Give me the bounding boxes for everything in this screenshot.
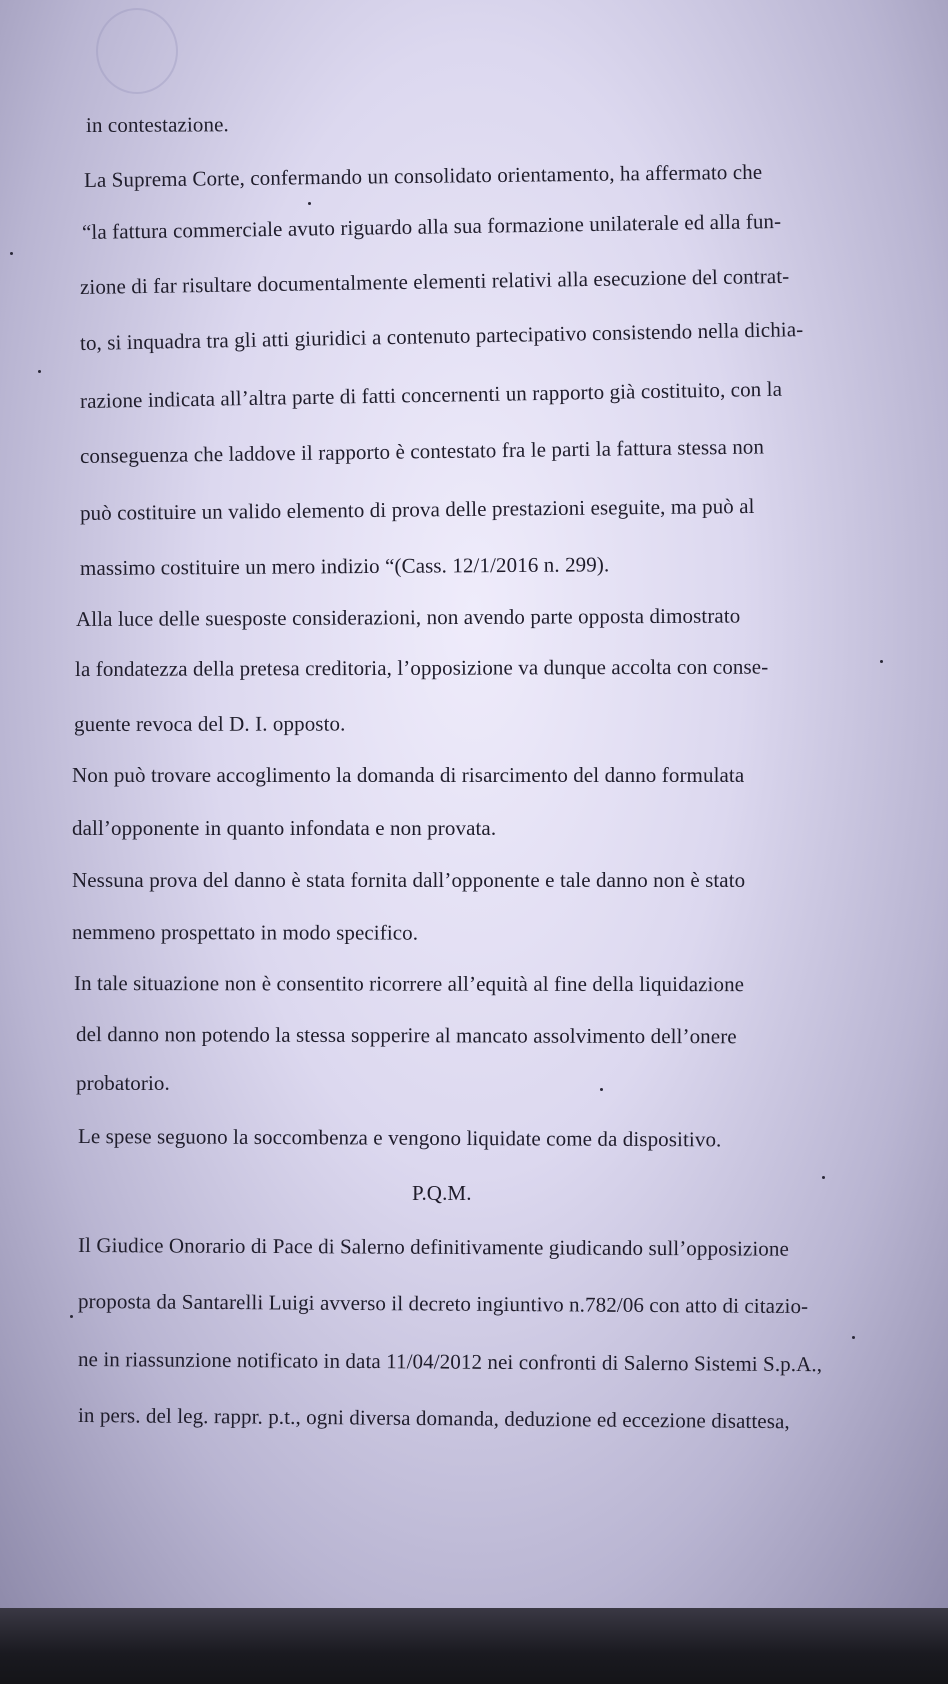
text-line: La Suprema Corte, confermando un consolidato orientamento, ha affermato che — [83, 159, 763, 192]
paper-speck — [38, 370, 41, 373]
paper-speck — [70, 1315, 73, 1318]
paper-speck — [600, 1088, 603, 1091]
text-line: Le spese seguono la soccombenza e vengono liquidate come da dispositivo. — [77, 1124, 722, 1152]
text-line: Il Giudice Onorario di Pace di Salerno definitivamente giudicando sull’opposizione — [77, 1233, 789, 1261]
text-line: nemmeno prospettato in modo specifico. — [71, 920, 419, 945]
text-line: massimo costituire un mero indizio “(Cass. 12/1/2016 n. 299). — [79, 552, 610, 580]
text-line: Non può trovare accoglimento la domanda di risarcimento del danno formulata — [72, 763, 745, 787]
dark-background-strip — [0, 1608, 948, 1684]
text-line: la fondatezza della pretesa creditoria, l’opposizione va dunque accolta con conse- — [74, 654, 769, 681]
text-line: razione indicata all’altra parte di fatti concernenti un rapporto già costituito, con la — [79, 376, 783, 413]
text-line: conseguenza che laddove il rapporto è contestato fra le parti la fattura stessa non — [79, 434, 765, 468]
text-line: ne in riassunzione notificato in data 11/04/2012 nei confronti di Salerno Sistemi S.p.A., — [77, 1347, 823, 1377]
text-line: può costituire un valido elemento di prova delle prestazioni eseguite, ma può al — [79, 493, 755, 525]
paper-speck — [10, 252, 13, 255]
text-line: in contestazione. — [85, 112, 229, 137]
paper-speck — [822, 1176, 825, 1179]
text-line: del danno non potendo la stessa sopperire al mancato assolvimento dell’onere — [75, 1022, 737, 1049]
section-heading-pqm: P.Q.M. — [412, 1181, 472, 1205]
text-line: in pers. del leg. rappr. p.t., ogni diversa domanda, deduzione ed eccezione disattesa, — [77, 1403, 790, 1434]
text-line: to, si inquadra tra gli atti giuridici a contenuto partecipativo consistendo nella dichia- — [79, 317, 804, 355]
paper-speck — [880, 660, 883, 663]
text-line: zione di far risultare documentalmente elementi relativi alla esecuzione del contrat- — [79, 263, 790, 299]
text-line: guente revoca del D. I. opposto. — [73, 711, 346, 736]
text-line: probatorio. — [76, 1071, 170, 1095]
text-line: Alla luce delle suesposte considerazioni, non avendo parte opposta dimostrato — [75, 603, 741, 631]
text-line: “la fattura commerciale avuto riguardo alla sua formazione unilaterale ed alla fun- — [81, 209, 782, 244]
text-line: proposta da Santarelli Luigi avverso il decreto ingiuntivo n.782/06 con atto di citazio- — [77, 1289, 809, 1319]
paper-speck — [852, 1336, 855, 1339]
text-line: Nessuna prova del danno è stata fornita dall’opponente e tale danno non è stato — [72, 868, 746, 892]
text-line: In tale situazione non è consentito ricorrere all’equità al fine della liquidazione — [73, 971, 745, 997]
paper-speck — [308, 202, 311, 205]
text-line: dall’opponente in quanto infondata e non provata. — [72, 816, 497, 840]
